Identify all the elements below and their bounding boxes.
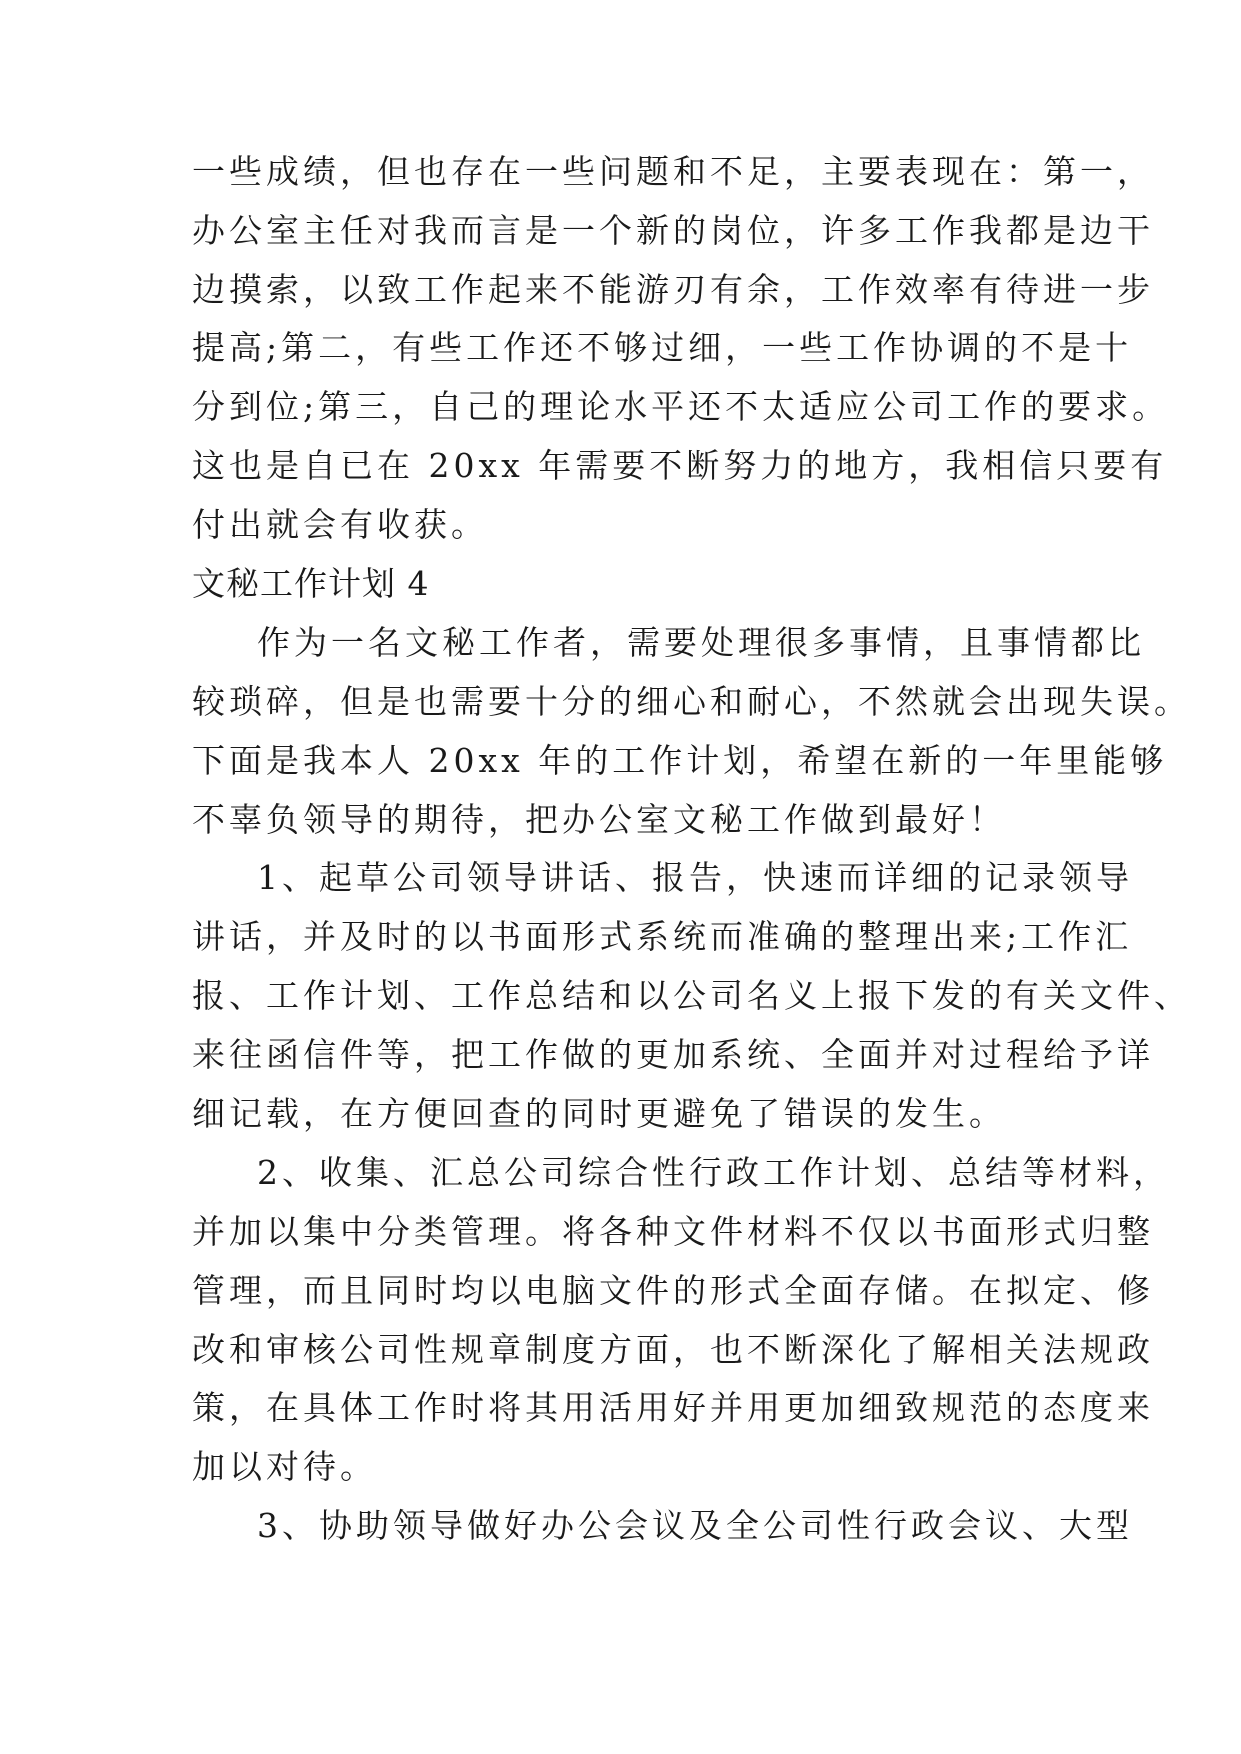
text-line: 下面是我本人 20xx 年的工作计划，希望在新的一年里能够 — [192, 741, 1168, 780]
text-line: 1、起草公司领导讲话、报告，快速而详细的记录领导 — [257, 858, 1133, 897]
text-line: 2、收集、汇总公司综合性行政工作计划、总结等材料， — [257, 1153, 1170, 1192]
text-line: 付出就会有收获。 — [192, 505, 488, 544]
text-line: 分到位;第三，自己的理论水平还不太适应公司工作的要求。 — [192, 387, 1170, 426]
text-line: 策，在具体工作时将其用活用好并用更加细致规范的态度来 — [192, 1388, 1154, 1427]
text-line: 管理，而且同时均以电脑文件的形式全面存储。在拟定、修 — [192, 1271, 1154, 1310]
text-line: 一些成绩，但也存在一些问题和不足，主要表现在：第一， — [192, 152, 1154, 191]
text-line: 办公室主任对我而言是一个新的岗位，许多工作我都是边干 — [192, 211, 1154, 250]
text-line: 作为一名文秘工作者，需要处理很多事情，且事情都比 — [257, 623, 1145, 662]
text-line: 报、工作计划、工作总结和以公司名义上报下发的有关文件、 — [192, 976, 1191, 1015]
text-line: 3、协助领导做好办公会议及全公司性行政会议、大型 — [257, 1506, 1133, 1545]
text-line: 并加以集中分类管理。将各种文件材料不仅以书面形式归整 — [192, 1212, 1154, 1251]
text-line: 提高;第二，有些工作还不够过细，一些工作协调的不是十 — [192, 328, 1133, 367]
text-line: 边摸索，以致工作起来不能游刃有余，工作效率有待进一步 — [192, 270, 1154, 309]
text-line: 改和审核公司性规章制度方面，也不断深化了解相关法规政 — [192, 1330, 1154, 1369]
text-line: 不辜负领导的期待，把办公室文秘工作做到最好！ — [192, 800, 1006, 839]
text-line: 加以对待。 — [192, 1447, 377, 1486]
text-line: 这也是自已在 20xx 年需要不断努力的地方，我相信只要有 — [192, 446, 1168, 485]
section-heading: 文秘工作计划 4 — [192, 564, 430, 603]
text-line: 细记载，在方便回查的同时更避免了错误的发生。 — [192, 1094, 1006, 1133]
text-line: 讲话，并及时的以书面形式系统而准确的整理出来;工作汇 — [192, 917, 1133, 956]
text-line: 来往函信件等，把工作做的更加系统、全面并对过程给予详 — [192, 1035, 1154, 1074]
text-line: 较琐碎，但是也需要十分的细心和耐心，不然就会出现失误。 — [192, 682, 1191, 721]
